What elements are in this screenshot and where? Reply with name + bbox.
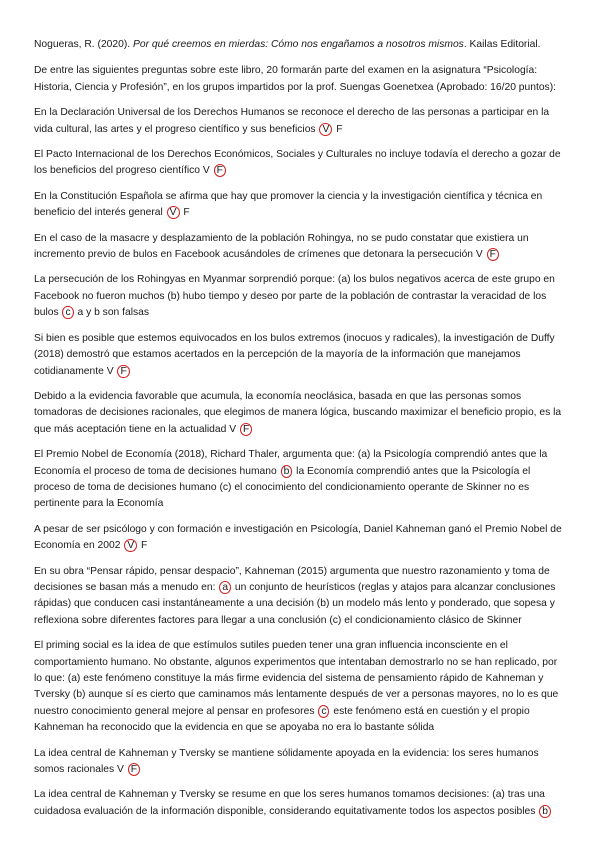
circled-answer: b [539,805,551,818]
question-4 [34,231,566,264]
question-1 [34,105,566,138]
question-3 [34,189,566,222]
circled-answer: F [240,423,252,436]
question-2 [34,147,566,180]
question-10 [34,564,566,630]
book-reference [34,37,566,53]
question-12 [34,746,566,779]
question-text: Debido a la evidencia favorable que acumula, la economía neoclásica, basada en que las personas somos tomadoras de decisiones racionales, que elegimos de manera lógica, buscando maximizar el beneficio propio, es la que más aceptación tiene en la actualidad V [34,390,562,435]
question-text-after: un conjunto de heurísticos (reglas y atajos para alcanzar conclusiones rápidas) que conducen casi instantáneamente a una decisión (b) un modelo más lento y ponderado, que sopesa y reflexiona sobre diferentes factores para llegar a una conclusión (c) el condicionamiento clásico de Skinner [34,581,556,626]
exam-intro: De entre las siguientes preguntas sobre este libro, 20 formarán parte del examen en la asignatura “Psicología: Historia, Ciencia y Profesión”, en los grupos impartidos por la prof. Suengas Goenetxea (Aprobado: 16/20 puntos): [34,65,556,93]
circled-answer: c [318,705,329,718]
circled-answer: c [62,306,73,319]
question-13 [34,787,566,820]
question-7 [34,389,566,438]
question-9 [34,522,566,555]
circled-answer: V [124,539,137,552]
question-text: La idea central de Kahneman y Tversky se mantiene sólidamente apoyada en la evidencia: los seres humanos somos racionales V [34,747,539,776]
question-text-after: a y b son falsas [74,307,150,319]
question-text-after: F [138,540,148,552]
question-text-after: F [180,207,190,219]
question-text-after: F [333,123,343,135]
question-text: La idea central de Kahneman y Tversky se resume en que los seres humanos tomamos decisiones: (a) tras una cuidadosa evaluación de la información disponible, considerando equitativamente todos los aspectos posibles [34,789,545,817]
question-text-after: este fenómeno está en cuestión y el propio Kahneman ha reconocido que la evidencia en que se apoyaba no era lo bastante sólida [34,705,530,734]
question-text: El priming social es la idea de que estímulos sutiles pueden tener una gran influencia inconsciente en el comportamiento humano. No obstante, algunos experimentos que intentaban demostrarlo no se han replicado, por lo que: (a) este fenómeno constituye la más firme evidencia del sistema de pensamiento rápido de Kahneman y Tversky (b) aunque sí es cierto que caminamos más lentamente después de ver a personas mayores, no lo es que nuestro conocimiento general mejore al pensar en profesores [34,640,559,717]
question-text: En la Declaración Universal de los Derechos Humanos se reconoce el derecho de las personas a participar en la vida cultural, las artes y el progreso científico y sus beneficios [34,107,550,135]
question-text-after: la Economía comprendió antes que la Psicología el proceso de toma de decisiones humano (c) el conocimiento del condicionamiento operante de Skinner no es pertinente para la Economía [34,465,531,510]
question-text: A pesar de ser psicólogo y con formación e investigación en Psicología, Daniel Kahneman ganó el Premio Nobel de Economía en 2002 [34,523,562,552]
question-text: El Premio Nobel de Economía (2018), Richard Thaler, argumenta que: (a) la Psicología comprendió antes que la Economía el proceso de toma de decisiones humano [34,449,548,477]
question-8 [34,447,566,513]
question-text: En el caso de la masacre y desplazamiento de la población Rohingya, no se pudo constatar que existiera un incremento previo de bulos en Facebook acusándoles de crímenes que detonara la persecución V [34,232,529,261]
question-text: En la Constitución Española se afirma que hay que promover la ciencia y la investigación científica y técnica en beneficio del interés general [34,190,543,219]
circled-answer: F [487,248,499,261]
question-6 [34,331,566,380]
circled-answer: F [214,164,226,177]
question-text: Si bien es posible que estemos equivocados en los bulos extremos (inocuos y radicales), la investigación de Duffy (2018) demostró que estamos acertados en la percepción de la mayoría de la información que manejamos cotidianamente V [34,332,555,377]
reference-prefix: Nogueras, R. (2020). [34,39,134,50]
question-text: La persecución de los Rohingyas en Myanmar sorprendió porque: (a) los bulos negativos acerca de este grupo en Facebook no fueron muchos (b) hubo tiempo y deseo por parte de la población de contrastar la veracidad de los bulos [34,274,555,319]
circled-answer: F [117,365,129,378]
circled-answer: b [281,465,293,478]
circled-answer: a [219,581,231,594]
circled-answer: F [128,763,140,776]
circled-answer: V [167,206,180,219]
reference-title: Por qué creemos en mierdas: Cómo nos engañamos a nosotros mismos [133,39,464,50]
reference-suffix: . Kailas Editorial. [463,39,541,50]
question-text: En su obra “Pensar rápido, pensar despacio”, Kahneman (2015) argumenta que nuestro razonamiento y toma de decisiones se basan más a menudo en: [34,565,550,593]
question-text: El Pacto Internacional de los Derechos Económicos, Sociales y Culturales no incluye todavía el derecho a gozar de los beneficios del progreso científico V [34,149,561,177]
circled-answer: V [319,123,332,136]
question-11 [34,638,566,736]
question-5 [34,272,566,321]
